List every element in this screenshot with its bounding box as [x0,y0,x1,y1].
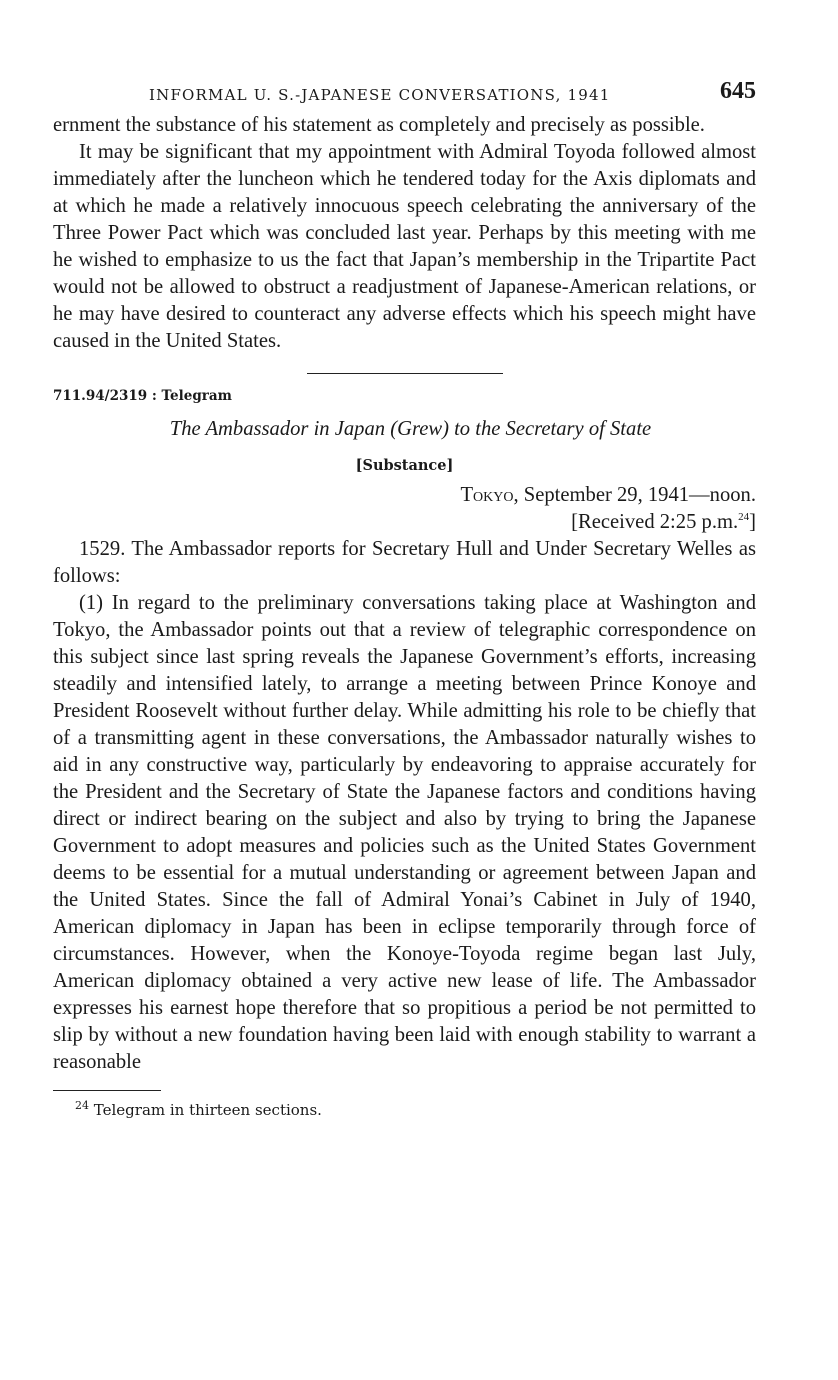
body-paragraph: 1529. The Ambassador reports for Secretary Hull and Under Secretary Welles as follows: [53,538,756,587]
body-paragraph: (1) In regard to the preliminary conversations taking place at Washington and Tokyo, the Ambassador points out that a review of telegraphic correspondence on this subject since last spring reveals the Japanese Government’s efforts, increasing steadily and intensified lately, to arrange a meeting between Prince Konoye and President Roosevelt without further delay. While admitting his role to be chiefly that of a transmitting agent in these conversations, the Ambassador naturally wishes to aid in any constructive way, particularly by endeavoring to appraise accurately for the President and the Secretary of State the Japanese factors and conditions having direct or indirect bearing on the subject and also by trying to bring the Japanese Government to adopt measures and policies such as the United States Government deems to be essential for a mutual understanding or agreement between Japan and the United States. Since the fall of Admiral Yonai’s Cabinet in July of 1940, American diplomacy in Japan has been in eclipse temporarily through force of circumstances. However, when the Konoye-Toyoda regime began last July, American diplomacy obtained a very active new lease of life. The Ambassador expresses his earnest hope therefore that so propitious a period be not permitted to slip by without a new foundation having been laid with enough stability to warrant a reasonable [53,592,756,1073]
document-page [53,78,756,1119]
dateline-date: , September 29, 1941—noon. [513,484,756,506]
footnote-reference: 24 [738,511,750,524]
body-paragraph: It may be significant that my appointment with Admiral Toyoda followed almost immediately after the luncheon which he tendered today for the Axis diplomats and at which he made a relatively innocuous speech celebrating the anniversary of the Three Power Pact which was concluded last year. Perhaps by this meeting with me he wished to emphasize to us the fact that Japan’s membership in the Tripartite Pact would not be allowed to obstruct a readjustment of Japanese-American relations, or he may have desired to counteract any adverse effects which his speech might have caused in the United States. [53,141,756,352]
continued-paragraph: ernment the substance of his statement as completely and precisely as possible. [53,114,705,136]
footnote [53,1101,756,1119]
footnote-marker: 24 [75,1099,89,1112]
page-header [53,78,756,112]
received-line [53,509,756,536]
footnote-divider [53,1090,161,1091]
dateline [53,482,756,509]
section-divider [307,373,503,374]
dateline-place: Tokyo [460,484,514,506]
document-title: The Ambassador in Japan (Grew) to the Secretary of State [169,418,652,440]
substance-label: [Substance] [355,457,454,474]
running-head: INFORMAL U. S.-JAPANESE CONVERSATIONS, 1941 [149,86,611,104]
received-time: [Received 2:25 p.m. [571,511,739,533]
page-number: 645 [720,78,756,104]
received-close: ] [749,511,756,533]
file-reference: 711.94/2319 : Telegram [53,388,232,404]
footnote-text: Telegram in thirteen sections. [93,1101,322,1119]
